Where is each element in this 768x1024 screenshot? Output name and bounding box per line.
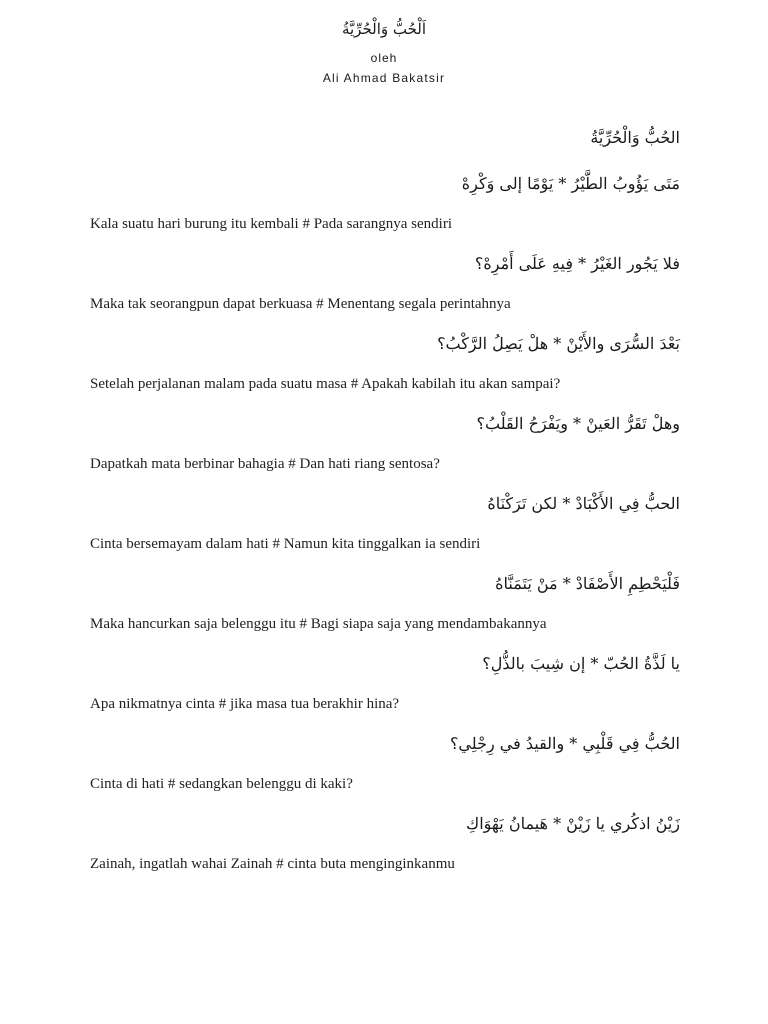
poem-heading: الحُبُّ وَالْحُرِّيَّةُ — [590, 128, 680, 147]
verse-translation: Kala suatu hari burung itu kembali # Pada sarangnya sendiri — [90, 216, 452, 232]
arabic-verse: فَلْيَحْطِمِ الأَصْفَادْ * مَنْ يَتَمَنَّاهُ — [495, 574, 680, 593]
arabic-verse: الحُبُّ فِي قَلْبِي * والقيدُ في رِجْلِي؟ — [449, 734, 680, 753]
arabic-verse: مَتَى يَؤُوبُ الطَّيْرُ * يَوْمًا إلى وَكْرِهْ — [461, 174, 680, 193]
arabic-verse: وهلْ تَقَرُّ العَينْ * ويَفْرَحُ القَلْبُ؟ — [476, 414, 680, 433]
verse-translation: Maka hancurkan saja belenggu itu # Bagi siapa saja yang mendambakannya — [90, 616, 547, 632]
verse-translation: Maka tak seorangpun dapat berkuasa # Menentang segala perintahnya — [90, 296, 511, 312]
author-name: Ali Ahmad Bakatsir — [322, 71, 446, 85]
byline-label: oleh — [370, 51, 398, 65]
arabic-verse: يا لَذَّةُ الحُبّ * إن شِيبَ بالذُّلِ؟ — [482, 654, 680, 673]
verse-translation: Setelah perjalanan malam pada suatu masa # Apakah kabilah itu akan sampai? — [90, 376, 561, 392]
document-title: اَلْحُبُّ وَالْحُرِّيَّةُ — [341, 20, 427, 38]
verse-translation: Cinta bersemayam dalam hati # Namun kita tinggalkan ia sendiri — [90, 536, 481, 552]
arabic-verse: الحبُّ فِي الأَكْبَادْ * لكن تَرَكْنَاهُ — [487, 494, 680, 513]
verse-translation: Cinta di hati # sedangkan belenggu di kaki? — [90, 776, 353, 792]
verse-translation: Zainah, ingatlah wahai Zainah # cinta buta menginginkanmu — [90, 856, 455, 872]
arabic-verse: فلا يَجُور الغَيْرُ * فِيهِ عَلَى أَمْرِهْ؟ — [474, 254, 680, 273]
arabic-verse: زَيْنُ اذكُري يا زَيْنْ * هَيمانُ يَهْوَاكِ — [466, 814, 680, 833]
arabic-verse: بَعْدَ السُّرَى والأَيْنْ * هلْ يَصِلُ الرَّكْبُ؟ — [437, 334, 680, 353]
verse-translation: Apa nikmatnya cinta # jika masa tua berakhir hina? — [90, 696, 400, 712]
verse-translation: Dapatkah mata berbinar bahagia # Dan hati riang sentosa? — [90, 456, 440, 472]
